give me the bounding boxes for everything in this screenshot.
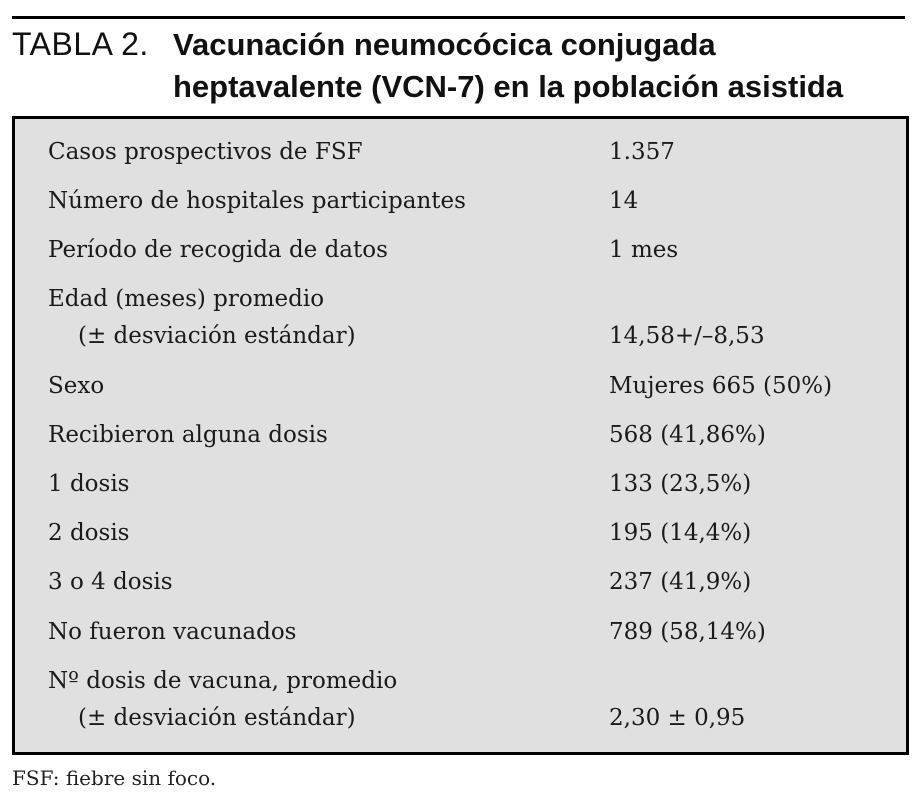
table-number: TABLA 2. xyxy=(12,26,149,62)
row-value: 1 mes xyxy=(609,237,679,263)
row-label: 1 dosis xyxy=(48,471,130,497)
data-table xyxy=(12,116,909,755)
row-sublabel: (± desviación estándar) xyxy=(78,323,356,349)
row-value: 237 (41,9%) xyxy=(609,569,752,595)
row-value: 789 (58,14%) xyxy=(609,619,766,645)
footnote: FSF: fiebre sin foco. xyxy=(12,766,217,790)
row-label: Edad (meses) promedio xyxy=(48,286,325,312)
top-rule xyxy=(12,16,905,19)
row-value: 2,30 ± 0,95 xyxy=(609,705,746,731)
row-value: Mujeres 665 (50%) xyxy=(609,373,833,399)
row-label: Casos prospectivos de FSF xyxy=(48,139,363,165)
row-value: 14,58+/–8,53 xyxy=(609,323,765,349)
table-title: Vacunación neumocócica conjugada heptavalente (VCN-7) en la población asistida xyxy=(173,27,844,104)
row-value: 14 xyxy=(609,188,639,214)
row-label: Sexo xyxy=(48,373,105,399)
row-label: Nº dosis de vacuna, promedio xyxy=(48,668,398,694)
row-value: 195 (14,4%) xyxy=(609,520,752,546)
row-value: 568 (41,86%) xyxy=(609,422,766,448)
row-label: No fueron vacunados xyxy=(48,619,297,645)
row-label: Número de hospitales participantes xyxy=(48,188,466,214)
row-value: 133 (23,5%) xyxy=(609,471,752,497)
row-label: Período de recogida de datos xyxy=(48,237,388,263)
row-label: 3 o 4 dosis xyxy=(48,569,173,595)
row-label: 2 dosis xyxy=(48,520,130,546)
row-value: 1.357 xyxy=(609,139,675,165)
row-sublabel: (± desviación estándar) xyxy=(78,705,356,731)
row-label: Recibieron alguna dosis xyxy=(48,422,328,448)
